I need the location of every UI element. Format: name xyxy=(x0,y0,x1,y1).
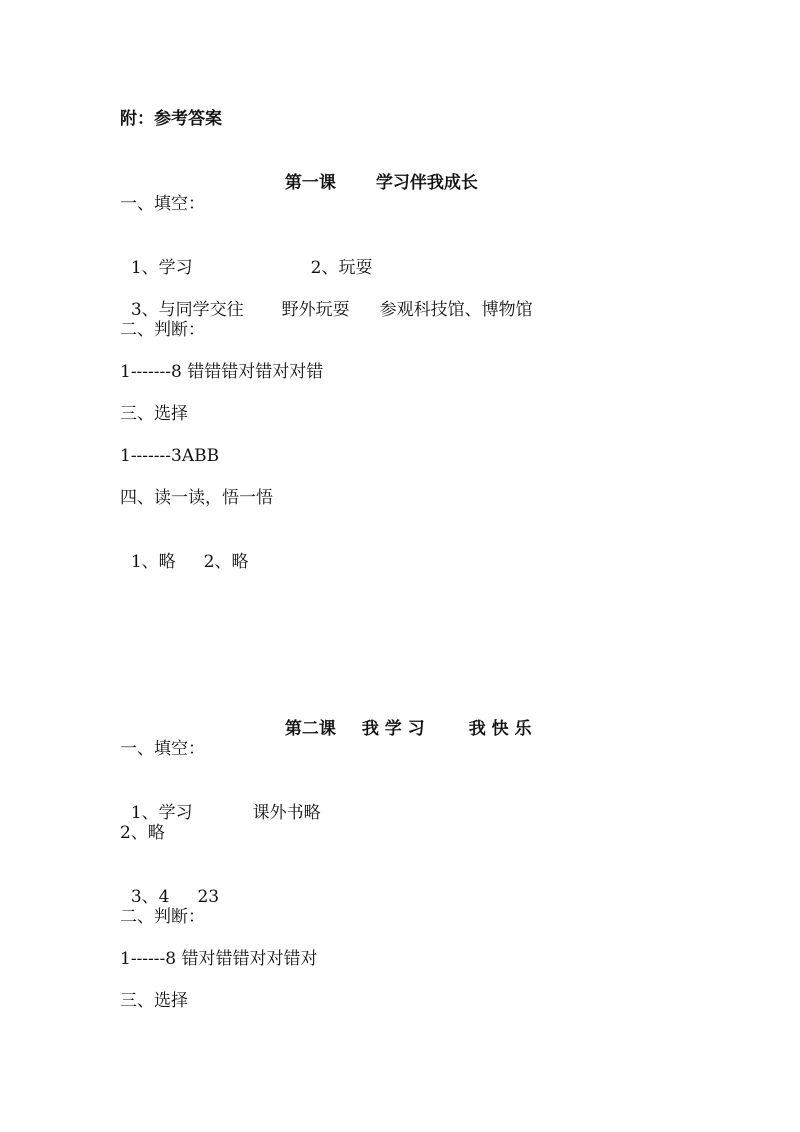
lesson2-fill-row2: 2、略 xyxy=(120,823,165,843)
lesson2-title-part1: 我 学 习 xyxy=(361,719,425,739)
lesson1-read-a: 1、略 xyxy=(130,552,176,572)
appendix-title: 附：参考答案 xyxy=(120,109,222,129)
lesson1-fill-row3 xyxy=(120,277,533,321)
lesson2-fill-3b: 23 xyxy=(197,887,220,907)
lesson2-fill-1a: 1、学习 xyxy=(130,803,193,823)
lesson2-fill-row1 xyxy=(120,780,321,824)
lesson1-fill-3c: 参观科技馆、博物馆 xyxy=(379,300,533,320)
lesson1-judge-answer: 1-------8 错错错对错对对错 xyxy=(120,362,324,382)
lesson1-title-prefix: 第一课 xyxy=(284,173,336,193)
lesson2-fill-1b: 课外书略 xyxy=(252,803,321,823)
lesson1-title-main: 学习伴我成长 xyxy=(375,173,478,193)
lesson1-read-heading: 四、读一读，悟一悟 xyxy=(120,488,273,508)
lesson1-fill-heading: 一、填空： xyxy=(120,194,205,214)
lesson2-fill-3a: 3、4 xyxy=(130,887,170,907)
lesson2-title-prefix: 第二课 xyxy=(284,719,336,739)
lesson2-choice-heading: 三、选择 xyxy=(120,991,188,1011)
lesson1-fill-1b: 2、玩耍 xyxy=(310,258,373,278)
lesson1-read-b: 2、略 xyxy=(203,552,249,572)
lesson2-fill-heading: 一、填空： xyxy=(120,739,205,759)
lesson1-title xyxy=(273,150,478,194)
lesson2-title-part2: 我 快 乐 xyxy=(468,719,532,739)
lesson1-choice-heading: 三、选择 xyxy=(120,404,188,424)
lesson2-judge-heading: 二、判断： xyxy=(120,907,205,927)
lesson2-title xyxy=(273,696,532,740)
lesson1-fill-row1 xyxy=(120,235,372,279)
lesson2-fill-row3 xyxy=(120,864,219,908)
lesson2-judge-answer: 1------8 错对错错对对错对 xyxy=(120,949,318,969)
lesson1-fill-3a: 3、与同学交往 xyxy=(130,300,244,320)
lesson1-choice-answer: 1-------3ABB xyxy=(120,446,220,466)
lesson1-read-row xyxy=(120,529,248,573)
lesson1-judge-heading: 二、判断： xyxy=(120,320,205,340)
lesson1-fill-1a: 1、学习 xyxy=(130,258,193,278)
lesson1-fill-3b: 野外玩耍 xyxy=(281,300,350,320)
